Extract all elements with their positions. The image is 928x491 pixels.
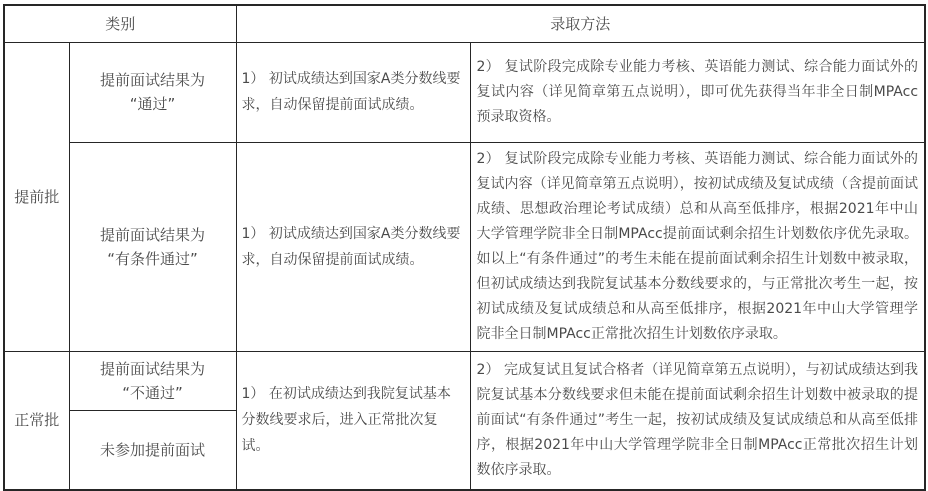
normal-step2-cell: 2） 完成复试且复试合格者（详见简章第五点说明），与初试成绩达到我院复试基本分数线要求但未能在提前面试剩余招生计划数中被录取的提前面试“有条件通过”考生一起，按初试成绩及复试成绩总和从高至低排序，根据2021年中山大学管理学院非全日制MPAcc正常批次招生计划数依序录取。 bbox=[470, 351, 925, 490]
batch-label-advance: 提前批 bbox=[4, 42, 69, 351]
header-admission-method: 录取方法 bbox=[236, 5, 925, 42]
result-no-interview-cell: 未参加提前面试 bbox=[69, 410, 236, 490]
row-advance-pass bbox=[4, 42, 925, 142]
result-line2: “不通过” bbox=[122, 383, 183, 402]
header-row bbox=[4, 5, 925, 42]
row-advance-conditional bbox=[4, 142, 925, 351]
advance-pass-step2-cell: 2） 复试阶段完成除专业能力考核、英语能力测试、综合能力面试外的复试内容（详见简章第五点说明），即可优先获得当年非全日制MPAcc预录取资格。 bbox=[470, 42, 925, 142]
result-conditional-pass-cell bbox=[69, 142, 236, 351]
admission-method-table bbox=[3, 4, 926, 491]
advance-conditional-step1-cell: 1） 初试成绩达到国家A类分数线要求，自动保留提前面试成绩。 bbox=[236, 142, 470, 351]
result-line1: 提前面试结果为 bbox=[100, 359, 206, 378]
result-pass-cell bbox=[69, 42, 236, 142]
row-normal-fail bbox=[4, 351, 925, 410]
advance-pass-step1-cell: 1） 初试成绩达到国家A类分数线要求，自动保留提前面试成绩。 bbox=[236, 42, 470, 142]
batch-label-normal: 正常批 bbox=[4, 351, 69, 490]
advance-conditional-step2-cell: 2） 复试阶段完成除专业能力考核、英语能力测试、综合能力面试外的复试内容（详见简章第五点说明），按初试成绩及复试成绩（含提前面试成绩、思想政治理论考试成绩）总和从高至低排序，根据2021年中山大学管理学院非全日制MPAcc提前面试剩余招生计划数依序优先录取。如以上“有条件通过”的考生未能在提前面试剩余招生计划数中被录取，但初试成绩达到我院复试基本分数线要求的，与正常批次考生一起，按初试成绩及复试成绩总和从高至低排序，根据2021年中山大学管理学院非全日制MPAcc正常批次招生计划数依序录取。 bbox=[470, 142, 925, 351]
result-line1: 提前面试结果为 bbox=[100, 71, 206, 89]
result-line2: “通过” bbox=[129, 95, 176, 113]
result-line1: 提前面试结果为 bbox=[100, 225, 206, 244]
header-category: 类别 bbox=[4, 5, 236, 42]
normal-step1-cell: 1） 在初试成绩达到我院复试基本分数线要求后，进入正常批次复试。 bbox=[236, 351, 470, 490]
result-line2: “有条件通过” bbox=[107, 249, 198, 268]
result-fail-cell bbox=[69, 351, 236, 410]
